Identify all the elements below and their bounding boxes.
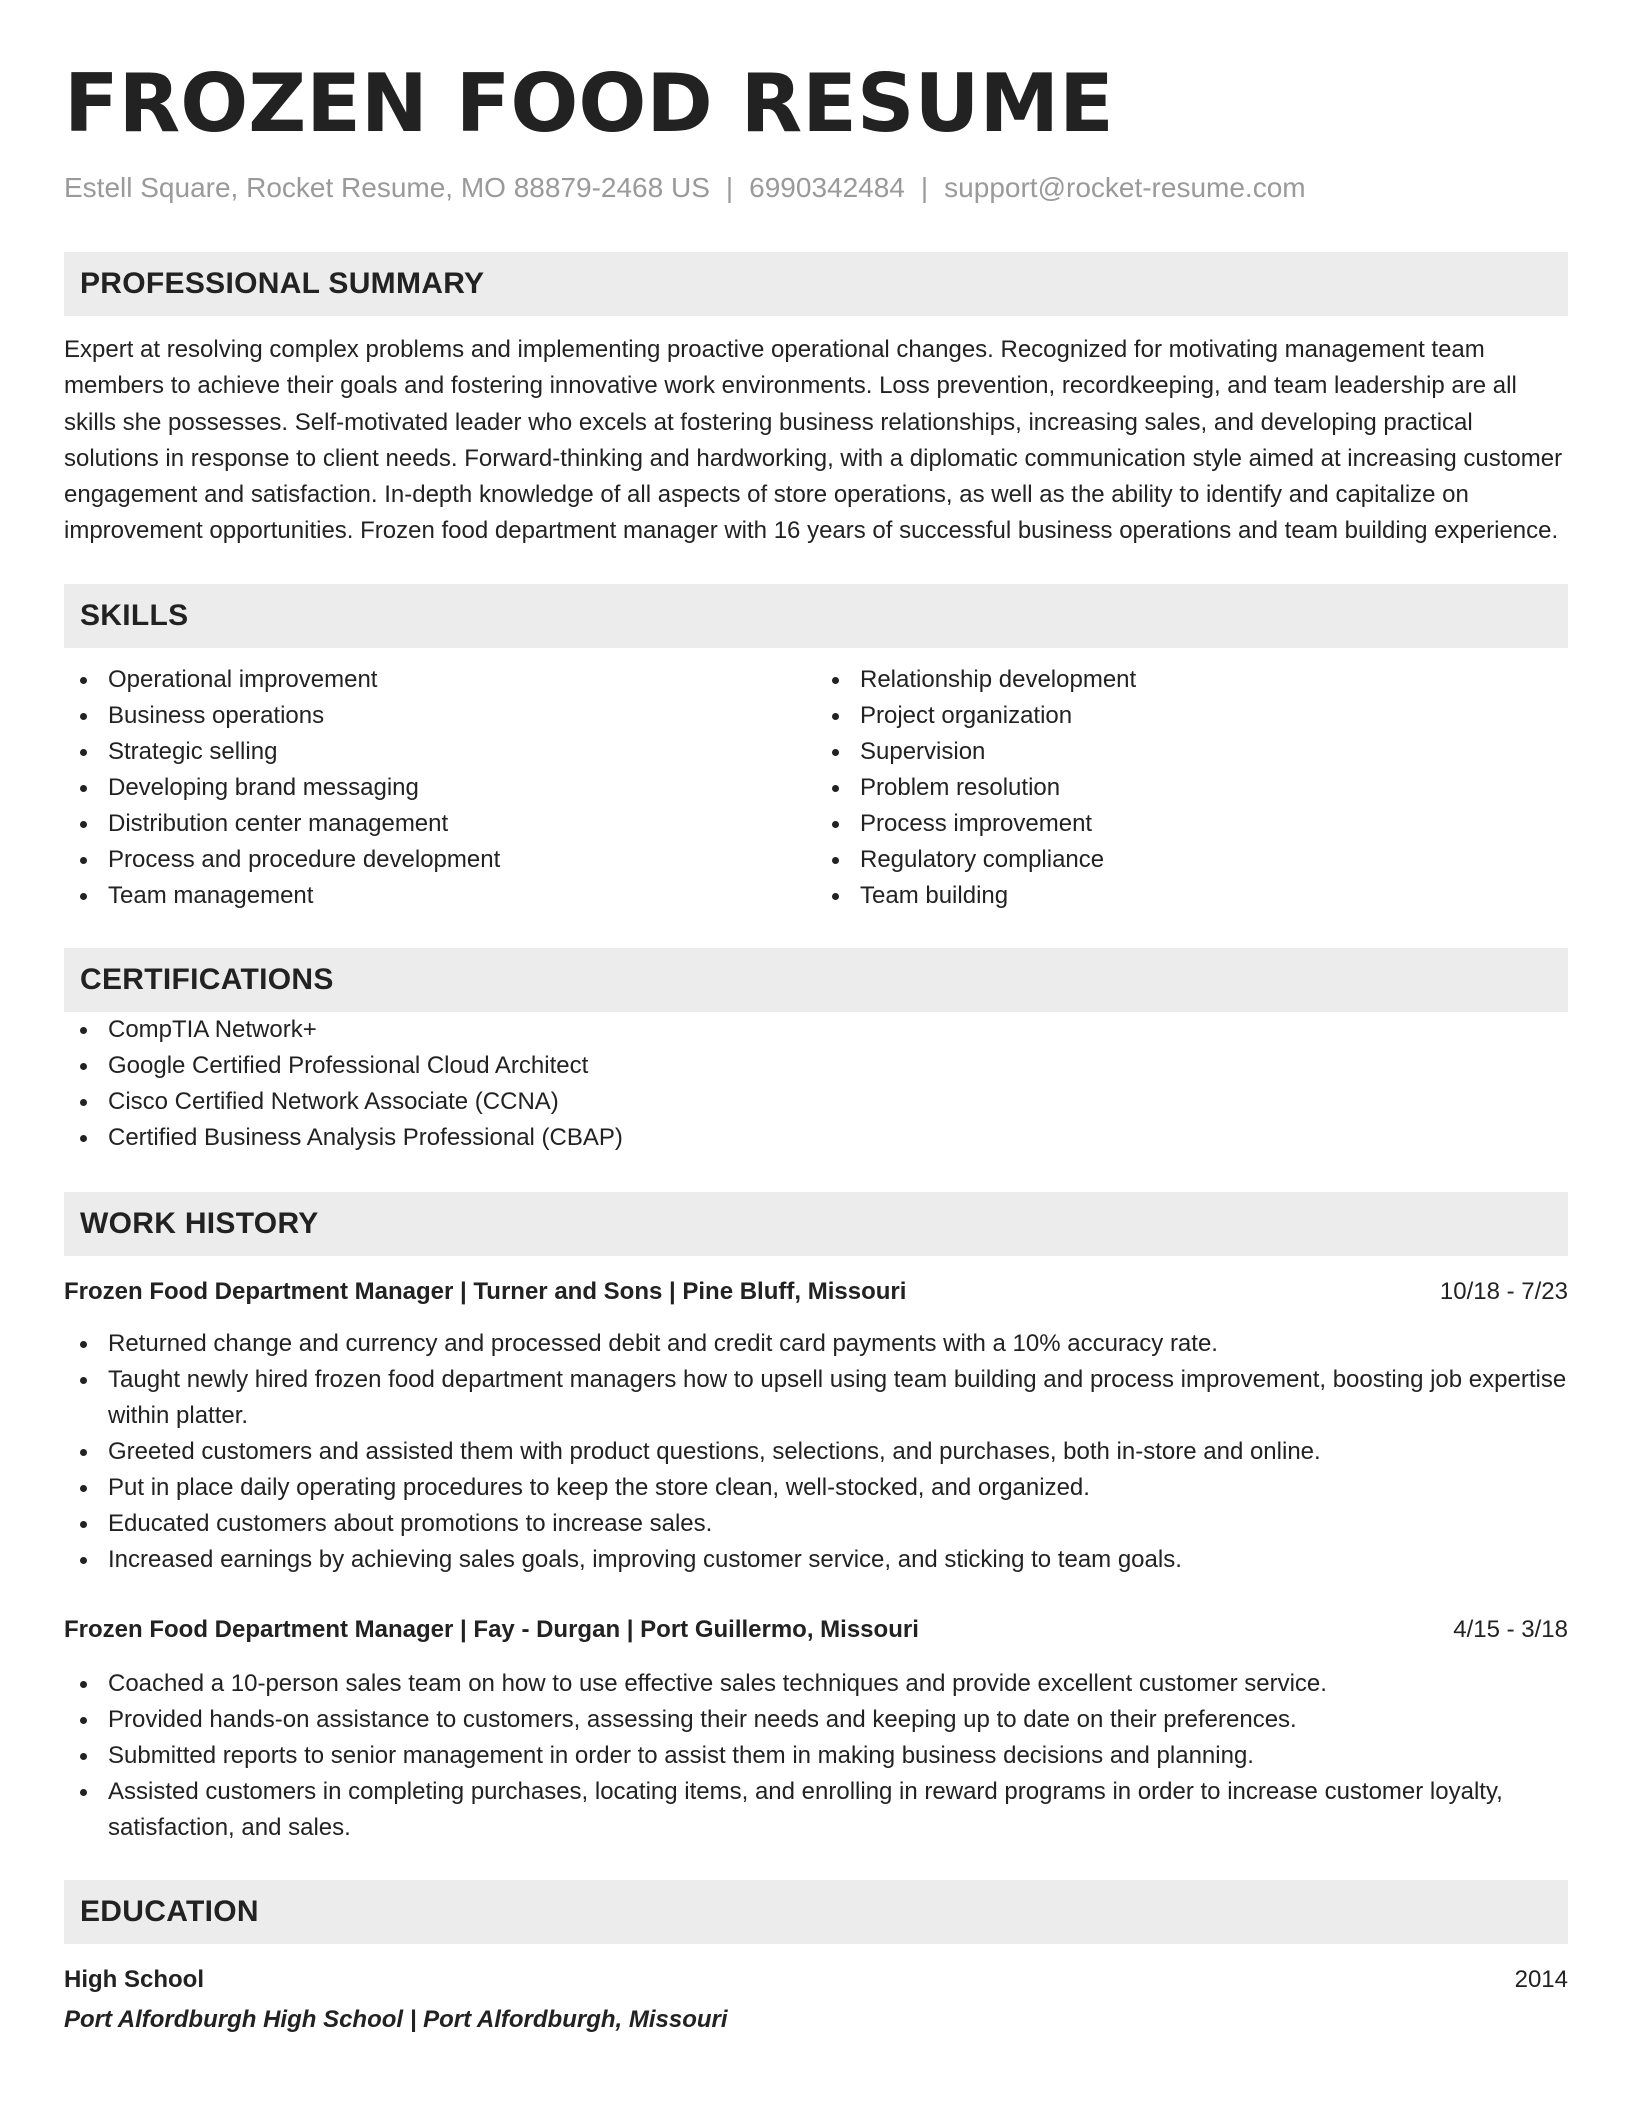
contact-line — [64, 170, 1568, 206]
skill-item: Developing brand messaging — [64, 770, 816, 806]
certification-item: CompTIA Network+ — [64, 1012, 1568, 1048]
skill-item: Process improvement — [816, 806, 1568, 842]
education-degree: High School — [64, 1965, 204, 1993]
job-dates: 10/18 - 7/23 — [1439, 1277, 1568, 1305]
skill-item: Problem resolution — [816, 770, 1568, 806]
skill-item: Business operations — [64, 698, 816, 734]
job-title: Frozen Food Department Manager | Turner and Sons | Pine Bluff, Missouri — [64, 1277, 907, 1305]
certification-item: Google Certified Professional Cloud Architect — [64, 1048, 1568, 1084]
education-header — [64, 1962, 1568, 1998]
contact-address: Estell Square, Rocket Resume, MO 88879-2468 US — [64, 172, 710, 203]
certification-item: Cisco Certified Network Associate (CCNA) — [64, 1084, 1568, 1120]
certification-item: Certified Business Analysis Professional (CBAP) — [64, 1120, 1568, 1156]
skill-item: Operational improvement — [64, 662, 816, 698]
contact-separator: | — [725, 172, 734, 203]
skill-item: Strategic selling — [64, 734, 816, 770]
job-header — [64, 1612, 1568, 1648]
job-bullet: Coached a 10-person sales team on how to use effective sales techniques and provide excellent customer service. — [64, 1666, 1568, 1702]
job-bullet: Educated customers about promotions to increase sales. — [64, 1506, 1568, 1542]
section-heading-skills: SKILLS — [64, 584, 1568, 648]
job-bullet: Submitted reports to senior management in order to assist them in making business decisions and planning. — [64, 1738, 1568, 1774]
job-bullet: Greeted customers and assisted them with product questions, selections, and purchases, both in-store and online. — [64, 1434, 1568, 1470]
skill-item: Project organization — [816, 698, 1568, 734]
skill-item: Supervision — [816, 734, 1568, 770]
contact-phone: 6990342484 — [749, 172, 905, 203]
job-entry — [64, 1274, 1568, 1578]
skill-item: Regulatory compliance — [816, 842, 1568, 878]
skills-list-left — [64, 662, 816, 914]
job-dates: 4/15 - 3/18 — [1453, 1615, 1568, 1643]
contact-email: support@rocket-resume.com — [944, 172, 1306, 203]
job-entry — [64, 1612, 1568, 1846]
job-bullets — [64, 1666, 1568, 1846]
job-bullet: Provided hands-on assistance to customers, assessing their needs and keeping up to date on their preferences. — [64, 1702, 1568, 1738]
skills-column-right — [816, 662, 1568, 914]
resume-title: FROZEN FOOD RESUME — [64, 57, 1114, 150]
job-bullet: Put in place daily operating procedures to keep the store clean, well-stocked, and organized. — [64, 1470, 1568, 1506]
contact-separator: | — [920, 172, 929, 203]
skills-column-left — [64, 662, 816, 914]
job-bullet: Increased earnings by achieving sales goals, improving customer service, and sticking to team goals. — [64, 1542, 1568, 1578]
section-heading-summary: PROFESSIONAL SUMMARY — [64, 252, 1568, 316]
section-heading-work-history: WORK HISTORY — [64, 1192, 1568, 1256]
job-bullets — [64, 1326, 1568, 1578]
education-year: 2014 — [1514, 1965, 1568, 1993]
skills-list-right — [816, 662, 1568, 914]
section-heading-education: EDUCATION — [64, 1880, 1568, 1944]
job-bullet: Assisted customers in completing purchases, locating items, and enrolling in reward programs in order to increase customer loyalty, satisfaction, and sales. — [64, 1774, 1568, 1846]
job-header — [64, 1274, 1568, 1310]
job-bullet: Returned change and currency and processed debit and credit card payments with a 10% accuracy rate. — [64, 1326, 1568, 1362]
job-title: Frozen Food Department Manager | Fay - Durgan | Port Guillermo, Missouri — [64, 1615, 919, 1643]
job-bullet: Taught newly hired frozen food department managers how to upsell using team building and process improvement, boosting job expertise within platter. — [64, 1362, 1568, 1434]
skill-item: Team management — [64, 878, 816, 914]
summary-paragraph: Expert at resolving complex problems and implementing proactive operational changes. Recognized for motivating management team members to achieve their goals and fostering innovative work environments. Loss prevention, recordkeeping, and team leadership are all skills she possesses. Self-motivated leader who excels at fostering business relationships, increasing sales, and developing practical solutions in response to client needs. Forward-thinking and hardworking, with a diplomatic communication style aimed at increasing customer engagement and satisfaction. In-depth knowledge of all aspects of store operations, as well as the ability to identify and capitalize on improvement opportunities. Frozen food department manager with 16 years of successful business operations and team building experience. — [64, 336, 1563, 545]
skill-item: Distribution center management — [64, 806, 816, 842]
skill-item: Team building — [816, 878, 1568, 914]
education-school: Port Alfordburgh High School | Port Alfordburgh, Missouri — [64, 2005, 728, 2033]
certifications-list — [64, 1012, 1568, 1156]
skill-item: Process and procedure development — [64, 842, 816, 878]
skills-grid — [64, 662, 1568, 914]
skill-item: Relationship development — [816, 662, 1568, 698]
section-heading-certifications: CERTIFICATIONS — [64, 948, 1568, 1012]
